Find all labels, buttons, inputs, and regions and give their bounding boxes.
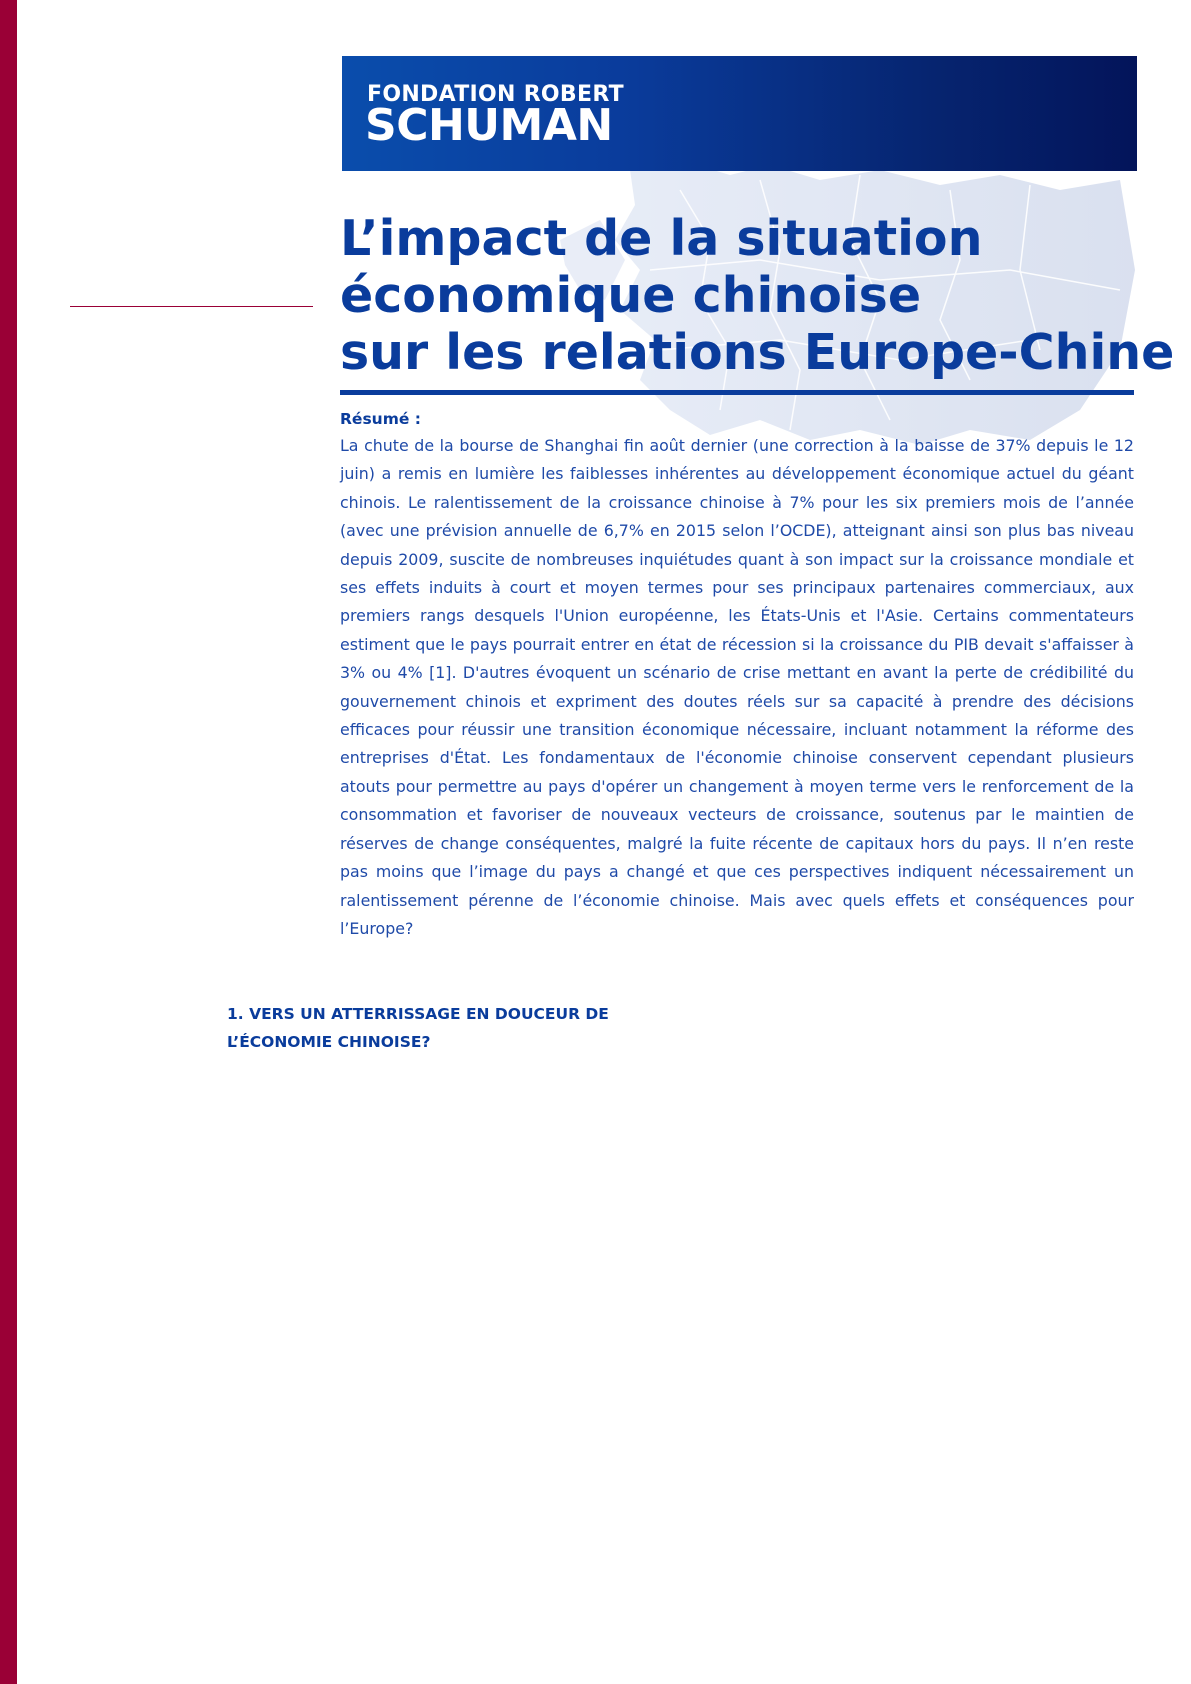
brand-name-line2: SCHUMAN [365, 100, 613, 151]
header-banner [342, 56, 1137, 171]
summary-label: Résumé : [340, 410, 421, 428]
document-title [340, 210, 1175, 381]
summary-paragraph: La chute de la bourse de Shanghai fin août dernier (une correction à la baisse de 37% depuis le 12 juin) a remis en lumière les faiblesses inhérentes au développement économique actuel du géant chinois. Le ralentissement de la croissance chinoise à 7% pour les six premiers mois de l’année (avec une prévision annuelle de 6,7% en 2015 selon l’OCDE), atteignant ainsi son plus bas niveau depuis 2009, suscite de nombreuses inquiétudes quant à son impact sur la croissance mondiale et ses effets induits à court et moyen termes pour ses principaux partenaires commerciaux, aux premiers rangs desquels l'Union européenne, les États-Unis et l'Asie. Certains commentateurs estiment que le pays pourrait entrer en état de récession si la croissance du PIB devait s'affaisser à 3% ou 4% [1]. D'autres évoquent un scénario de crise mettant en avant la perte de crédibilité du gouvernement chinois et expriment des doutes réels sur sa capacité à prendre des décisions efficaces pour réussir une transition économique nécessaire, incluant notamment la réforme des entreprises d'État. Les fondamentaux de l'économie chinoise conservent cependant plusieurs atouts pour permettre au pays d'opérer un changement à moyen terme vers le renforcement de la consommation et favoriser de nouveaux vecteurs de croissance, soutenus par le maintien de réserves de change conséquentes, malgré la fuite récente de capitaux hors du pays. Il n’en reste pas moins que l’image du pays a changé et que ces perspectives indiquent nécessairement un ralentissement pérenne de l’économie chinoise. Mais avec quels effets et conséquences pour l’Europe? [340, 436, 1134, 938]
section-heading [227, 1000, 677, 1056]
brand-name-line1: FONDATION ROBERT [367, 82, 624, 107]
title-line1: L’impact de la situation [340, 210, 983, 267]
section-heading-line2: L’ÉCONOMIE CHINOISE? [227, 1033, 431, 1051]
title-underline [340, 390, 1134, 395]
title-line3: sur les relations Europe-Chine [340, 324, 1175, 381]
section-heading-line1: 1. VERS UN ATTERRISSAGE EN DOUCEUR DE [227, 1005, 609, 1023]
margin-rule [70, 306, 313, 307]
left-margin-strip [0, 0, 17, 1684]
title-line2: économique chinoise [340, 267, 922, 324]
